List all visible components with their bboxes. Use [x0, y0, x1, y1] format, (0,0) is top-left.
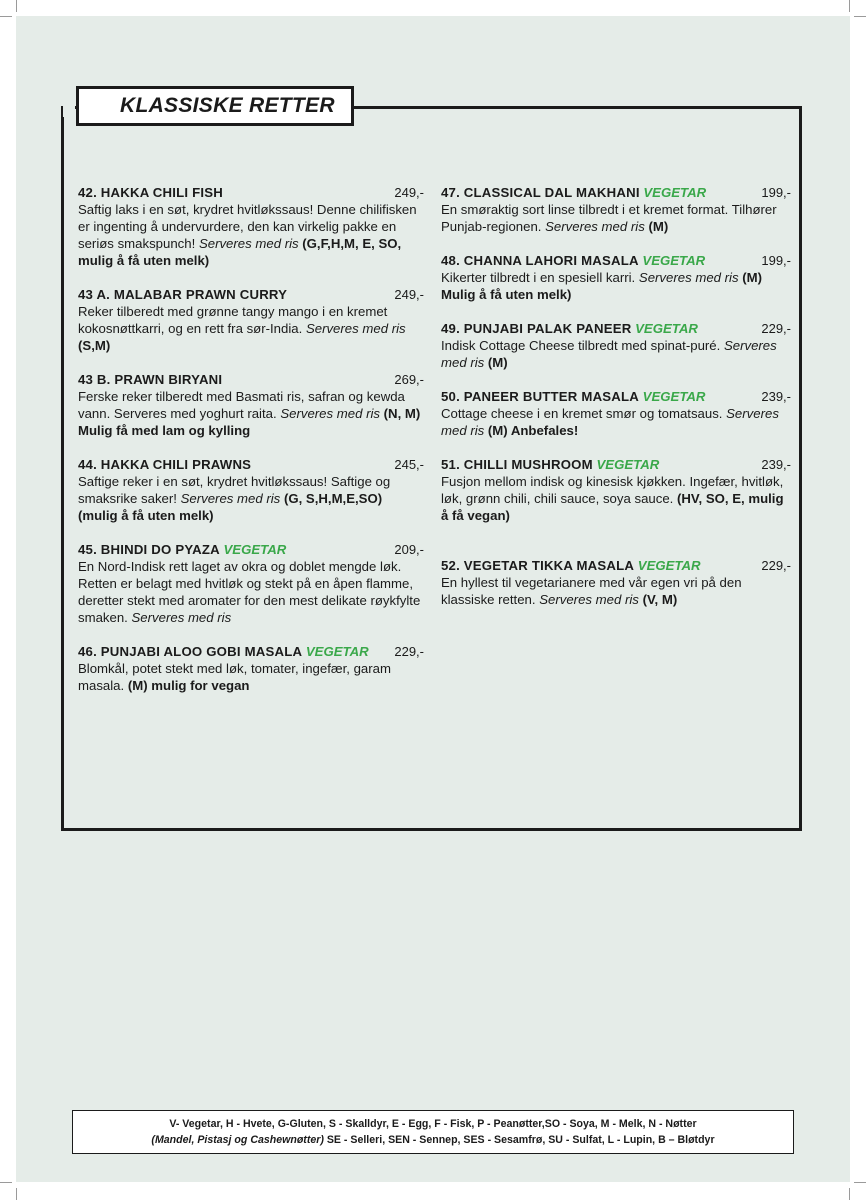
vegetar-tag: VEGETAR: [637, 558, 701, 573]
menu-item-description: [441, 337, 791, 371]
menu-item: [78, 456, 424, 524]
menu-item-title: [78, 286, 287, 303]
menu-item: [441, 320, 791, 371]
menu-item-title: [441, 456, 659, 473]
menu-item: [441, 388, 791, 439]
menu-item-title: [78, 184, 223, 201]
allergen-codes: (S,M): [78, 338, 111, 353]
menu-item: [78, 286, 424, 354]
crop-mark: [0, 1182, 12, 1183]
menu-item-description: [441, 269, 791, 303]
allergen-codes: (M) mulig for vegan: [124, 678, 250, 693]
menu-item: [78, 541, 424, 626]
allergen-codes: (N, M) Mulig få med lam og kylling: [78, 406, 421, 438]
menu-item-description: [78, 201, 424, 269]
menu-item: [78, 643, 424, 694]
vegetar-tag: VEGETAR: [596, 457, 660, 472]
menu-item-price: 199,-: [761, 253, 791, 268]
menu-item-description: [78, 388, 424, 439]
serving-note: Serveres med ris: [441, 406, 779, 438]
crop-mark: [16, 0, 17, 12]
allergen-nut-types: (Mandel, Pistasj og Cashewnøtter): [151, 1134, 324, 1146]
menu-item-name: 42. HAKKA CHILI FISH: [78, 185, 223, 200]
menu-item-description: [441, 201, 791, 235]
vegetar-tag: VEGETAR: [642, 389, 706, 404]
crop-mark: [849, 1188, 850, 1200]
serving-note: Serveres med ris: [180, 491, 281, 506]
menu-item-title: [78, 371, 222, 388]
menu-item-price: 199,-: [761, 185, 791, 200]
vegetar-tag: VEGETAR: [223, 542, 287, 557]
description-text: Indisk Cottage Cheese tilbredt med spinat-puré.: [441, 338, 721, 353]
vegetar-tag: VEGETAR: [643, 185, 707, 200]
allergen-codes: (M) Mulig å få uten melk): [441, 270, 763, 302]
allergen-legend-line-2: [73, 1132, 793, 1148]
menu-item-price: 239,-: [761, 389, 791, 404]
menu-item: [78, 184, 424, 269]
vegetar-tag: VEGETAR: [642, 253, 706, 268]
crop-mark: [0, 16, 12, 17]
menu-item-description: [441, 574, 791, 608]
menu-item-price: 249,-: [394, 185, 424, 200]
menu-item-description: [78, 303, 424, 354]
menu-item-name: 48. CHANNA LAHORI MASALA: [441, 253, 639, 268]
serving-note: Serveres med ris: [305, 321, 406, 336]
menu-item-title: [441, 557, 701, 574]
allergen-codes: (M): [644, 219, 669, 234]
description-text: Blomkål, potet stekt med løk, tomater, ingefær, garam masala.: [78, 661, 391, 693]
description-text: Kikerter tilbredt i en spesiell karri.: [441, 270, 636, 285]
menu-item-title: [78, 541, 286, 558]
allergen-legend-line-1: V- Vegetar, H - Hvete, G-Gluten, S - Skalldyr, E - Egg, F - Fisk, P - Peanøtter,SO - Soya, M - Melk, N - Nøtter: [169, 1118, 697, 1130]
menu-item-title: [441, 184, 706, 201]
menu-item-name: 49. PUNJABI PALAK PANEER: [441, 321, 632, 336]
menu-item-name: 45. BHINDI DO PYAZA: [78, 542, 220, 557]
menu-item-header: [78, 371, 424, 388]
menu-item-description: [441, 405, 791, 439]
menu-item-header: [78, 456, 424, 473]
serving-note: Serveres med ris: [539, 592, 639, 607]
serving-note: Serveres med ris: [441, 338, 777, 370]
description-text: Saftig laks i en søt, krydret hvitløkssaus! Denne chilifisken er ingenting å undervurdere, den kan virkelig pakke en seriøs smakspunch!: [78, 202, 417, 251]
menu-item-title: [78, 643, 369, 660]
menu-item-price: 209,-: [394, 542, 424, 557]
menu-item-header: [441, 557, 791, 574]
menu-item-description: [78, 473, 424, 524]
description-text: Reker tilberedt med grønne tangy mango i en kremet kokosnøttkarri, og en rett fra sør-India.: [78, 304, 388, 336]
vegetar-tag: VEGETAR: [305, 644, 369, 659]
menu-item-price: 249,-: [394, 287, 424, 302]
allergen-codes: (M) Anbefales!: [484, 423, 579, 438]
page-title: KLASSISKE RETTER: [120, 94, 335, 117]
menu-item: [441, 184, 791, 235]
menu-item-price: 229,-: [761, 558, 791, 573]
allergen-legend-rest: SE - Selleri, SEN - Sennep, SES - Sesamfrø, SU - Sulfat, L - Lupin, B – Bløtdyr: [323, 1134, 715, 1146]
menu-item-header: [441, 252, 791, 269]
crop-mark: [16, 1188, 17, 1200]
crop-mark: [854, 16, 866, 17]
menu-item: [78, 371, 424, 439]
menu-item-name: 43 A. MALABAR PRAWN CURRY: [78, 287, 288, 302]
menu-item-header: [78, 541, 424, 558]
menu-item-title: [441, 388, 705, 405]
menu-column-right: [441, 184, 791, 608]
menu-item-name: 51. CHILLI MUSHROOM: [441, 457, 593, 472]
allergen-codes: (M): [484, 355, 508, 370]
menu-item-description: [441, 473, 791, 524]
description-text: Saftige reker i en søt, krydret hvitløkssaus! Saftige og smaksrike saker!: [78, 474, 391, 506]
menu-item-name: 50. PANEER BUTTER MASALA: [441, 389, 639, 404]
crop-mark: [854, 1182, 866, 1183]
menu-item: [441, 557, 791, 608]
vegetar-tag: VEGETAR: [635, 321, 698, 336]
serving-note: Serveres med ris: [638, 270, 739, 285]
menu-item: [441, 252, 791, 303]
menu-item-header: [441, 184, 791, 201]
crop-mark: [849, 0, 850, 12]
menu-item-price: 245,-: [394, 457, 424, 472]
serving-note: Serveres med ris: [545, 219, 645, 234]
serving-note: Serveres med ris: [198, 236, 299, 251]
allergen-codes: (G, S,H,M,E,SO) (mulig å få uten melk): [78, 491, 383, 523]
serving-note: Serveres med ris: [131, 610, 232, 625]
menu-item-title: [441, 252, 705, 269]
serving-note: Serveres med ris: [280, 406, 380, 421]
menu-item-header: [78, 184, 424, 201]
menu-item-price: 229,-: [761, 321, 791, 336]
menu-item-name: 52. VEGETAR TIKKA MASALA: [441, 558, 635, 573]
description-text: Cottage cheese i en kremet smør og tomatsaus.: [441, 406, 723, 421]
menu-column-left: [78, 184, 424, 694]
description-text: Ferske reker tilberedt med Basmati ris, safran og kewda vann. Serveres med yoghurt raita.: [78, 389, 405, 421]
menu-item-description: [78, 660, 424, 694]
menu-item-header: [441, 456, 791, 473]
menu-item-description: [78, 558, 424, 626]
menu-item-header: [78, 286, 424, 303]
allergen-legend: [72, 1110, 794, 1154]
menu-item-title: [441, 320, 698, 337]
menu-item-header: [441, 320, 791, 337]
menu-item: [441, 456, 791, 524]
description-text: En hyllest til vegetarianere med vår egen vri på den klassiske retten.: [441, 575, 742, 607]
menu-item-price: 229,-: [394, 644, 424, 659]
allergen-codes: (V, M): [638, 592, 678, 607]
description-text: En smøraktig sort linse tilbredt i et kremet format. Tilhører Punjab-regionen.: [441, 202, 777, 234]
menu-item-header: [441, 388, 791, 405]
menu-item-price: 269,-: [394, 372, 424, 387]
description-text: Fusjon mellom indisk og kinesisk kjøkken. Ingefær, hvitløk, løk, grønn chili, chili sauce, soya sauce.: [441, 474, 784, 506]
menu-item-name: 43 B. PRAWN BIRYANI: [78, 372, 223, 387]
menu-item-name: 47. CLASSICAL DAL MAKHANI: [441, 185, 640, 200]
menu-item-price: 239,-: [761, 457, 791, 472]
menu-item-name: 46. PUNJABI ALOO GOBI MASALA: [78, 644, 303, 659]
allergen-codes: (G,F,H,M, E, SO, mulig å få uten melk): [78, 236, 402, 268]
menu-item-name: 44. HAKKA CHILI PRAWNS: [78, 457, 252, 472]
allergen-codes: (HV, SO, E, mulig å få vegan): [441, 491, 784, 523]
menu-item-title: [78, 456, 251, 473]
description-text: En Nord-Indisk rett laget av okra og doblet mengde løk. Retten er belagt med hvitløk og stekt på en åpen flamme, deretter stekt med aromater for den mest delikate røykfylte smaken.: [78, 559, 421, 625]
menu-item-header: [78, 643, 424, 660]
